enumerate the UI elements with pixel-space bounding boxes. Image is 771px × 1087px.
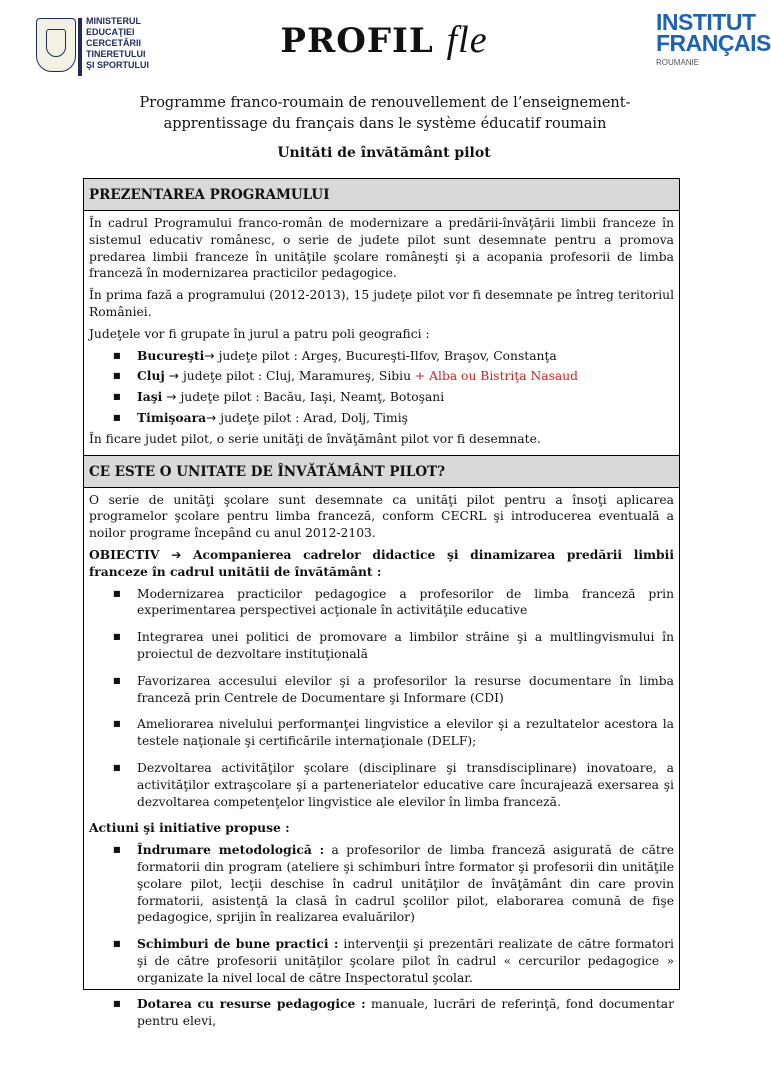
square-bullet-icon: ■ <box>113 350 121 360</box>
institut-line3: ROUMANIE <box>656 58 700 67</box>
ministry-line: CERCETĂRII <box>86 38 142 48</box>
square-bullet-icon: ■ <box>113 719 121 729</box>
institut-line2: FRANÇAIS <box>656 30 771 56</box>
square-bullet-icon: ■ <box>113 939 121 949</box>
ministry-line: ŞI SPORTULUI <box>86 60 150 70</box>
square-bullet-icon: ■ <box>113 392 121 402</box>
objective-text: Favorizarea accesului elevilor şi a profesorilor la resurse documentare în limba franceză prin Centrele de Documentare şi Informare (CDI) <box>137 673 674 705</box>
pole-name: Timişoara <box>137 409 207 425</box>
heading-prezentarea: PREZENTAREA PROGRAMULUI <box>84 179 679 211</box>
objective-text: Dezvoltarea activităţilor şcolare (disciplinare şi transdisciplinare) inovatoare, a activităţilor extraşcolare şi a parteneriatelor educative care încurajează exersarea şi dezvoltarea competenţelor lingvistice ale elevilor în limba franceză. <box>137 760 674 809</box>
action-title: Dotarea cu resurse pedagogice : <box>137 996 366 1012</box>
list-item <box>89 716 674 750</box>
list-item <box>89 389 674 406</box>
pole-text: judeţe pilot : Arad, Dolj, Timiş <box>216 410 408 425</box>
ministry-line: MINISTERUL <box>86 16 141 26</box>
section-title: Unităti de învătământ pilot <box>277 145 491 161</box>
list-item <box>89 996 674 1030</box>
list-item <box>89 586 674 620</box>
ministry-line: EDUCAŢIEI <box>86 27 135 37</box>
objectiv-line <box>89 547 674 581</box>
action-text: manuale, lucrări de referinţă, fond documentar pentru elevi, <box>137 997 674 1029</box>
title-main: PROFIL <box>280 21 434 61</box>
page-title <box>0 18 771 62</box>
square-bullet-icon: ■ <box>113 845 121 855</box>
objective-text: Modernizarea practicilor pedagogice a profesorilor de limba franceză prin experimentarea perspectivei acţionale în activităţile educative <box>137 586 674 618</box>
bold-arrow-icon: ➔ <box>171 547 182 562</box>
ministry-line: TINERETULUI <box>86 49 146 59</box>
objectiv-text: Acompanierea cadrelor didactice şi dinamizarea predării limbii franceze în cadrul unitătii de învătământ : <box>89 546 674 579</box>
list-item <box>89 673 674 707</box>
pole-text: judeţe pilot : Argeş, Bucureşti-Ilfov, Braşov, Constanţa <box>214 348 557 363</box>
program-subtitle: Programme franco-roumain de renouvellement de l’enseignement-apprentissage du français dans le système éducatif roumain <box>139 95 631 132</box>
paragraph: În ficare judet pilot, o serie unităţi de învăţământ pilot vor fi desemnate. <box>89 431 541 446</box>
square-bullet-icon: ■ <box>113 371 121 381</box>
pole-extra: + Alba ou Bistriţa Nasaud <box>414 369 579 384</box>
objective-text: Ameliorarea nivelului performanţei lingvistice a elevilor şi a rezultatelor acestora la testele naţionale şi certificările internaţionale (DELF); <box>137 717 674 749</box>
unitate-body <box>84 488 679 1043</box>
heading-unitate: CE ESTE O UNITATE DE ÎNVĂTĂMÂNT PILOT? <box>84 455 679 488</box>
list-item <box>89 629 674 663</box>
arrow-icon: → <box>162 390 177 405</box>
pole-name: Cluj <box>137 368 165 384</box>
list-item <box>89 410 674 427</box>
square-bullet-icon: ■ <box>113 675 121 685</box>
square-bullet-icon: ■ <box>113 999 121 1009</box>
objectives-list <box>89 586 674 811</box>
objectiv-label: OBIECTIV <box>89 546 160 562</box>
action-title: Îndrumare metodologică : <box>137 842 325 858</box>
title-fle: fle <box>446 19 488 61</box>
list-item <box>89 760 674 810</box>
pole-text: judeţe pilot : Bacău, Iaşi, Neamţ, Botoşani <box>176 390 445 405</box>
list-item <box>89 368 674 385</box>
pole-name: Iaşi <box>137 389 163 405</box>
arrow-icon: → <box>206 410 217 425</box>
prezentarea-body <box>84 211 679 455</box>
pole-text: judeţe pilot : Cluj, Maramureş, Sibiu <box>179 369 415 384</box>
square-bullet-icon: ■ <box>113 412 121 422</box>
square-bullet-icon: ■ <box>113 762 121 772</box>
square-bullet-icon: ■ <box>113 588 121 598</box>
list-item <box>89 936 674 986</box>
content-box <box>83 178 680 1029</box>
arrow-icon: → <box>204 348 215 363</box>
paragraph: Judeţele vor fi grupate în jurul a patru poli geografici : <box>89 326 430 341</box>
pole-name: Bucureşti <box>137 347 205 363</box>
actions-list <box>89 842 674 1030</box>
objective-text: Integrarea unei politici de promovare a limbilor străine şi a multlingvismului în proiectul de dezvoltare instituţională <box>137 630 674 661</box>
list-item <box>89 842 674 926</box>
institut-francais-logo <box>656 9 771 78</box>
paragraph: O serie de unităţi şcolare sunt desemnate ca unităţi pilot pentru a însoţi aplicarea programelor şcolare pentru limba franceză, conform CECRL şi introducerea eventuală a noilor programe începând cu anul 2012-2103. <box>89 492 674 541</box>
action-text: a profesorilor de limba franceză asigurată de către formatorii din program (ateliere şi schimburi între formator şi profesorii din unităţile şcolare pilot, lecţii deschise în cadrul unităţilor de învăţământ din care provin formatorii, asistenţă la clasă în cadrul şcolilor pilot, elaborarea comună de fişe pedagogice, sprijin în realizarea evaluărilor) <box>137 843 674 925</box>
poles-list <box>89 348 674 427</box>
action-title: Schimburi de bune practici : <box>137 936 339 952</box>
action-text: intervenţii şi prezentări realizate de către formatori şi de către profesorii unităţilor şcolare pilot în cadrul « cercurilor pedagogice » organizate la nivel local de către Inspectoratul şcolar. <box>137 937 674 985</box>
list-item <box>89 348 674 365</box>
arrow-icon: → <box>164 369 180 384</box>
square-bullet-icon: ■ <box>113 632 121 642</box>
actions-label: Actiuni şi initiative propuse : <box>89 820 290 836</box>
paragraph: În prima fază a programului (2012-2013), 15 judeţe pilot vor fi desemnate pe întreg teritoriul României. <box>89 288 674 319</box>
paragraph: În cadrul Programului franco-român de modernizare a predării-învăţării limbii franceze în sistemul educativ românesc, o serie de judete pilot sunt desemnate pentru a promova predarea limbii franceze în unităţile şcolare româneşti şi a acopania profesorii de limba franceză în modernizarea practicilor pedagogice. <box>89 216 674 281</box>
institut-line1: INSTITUT <box>656 9 756 35</box>
